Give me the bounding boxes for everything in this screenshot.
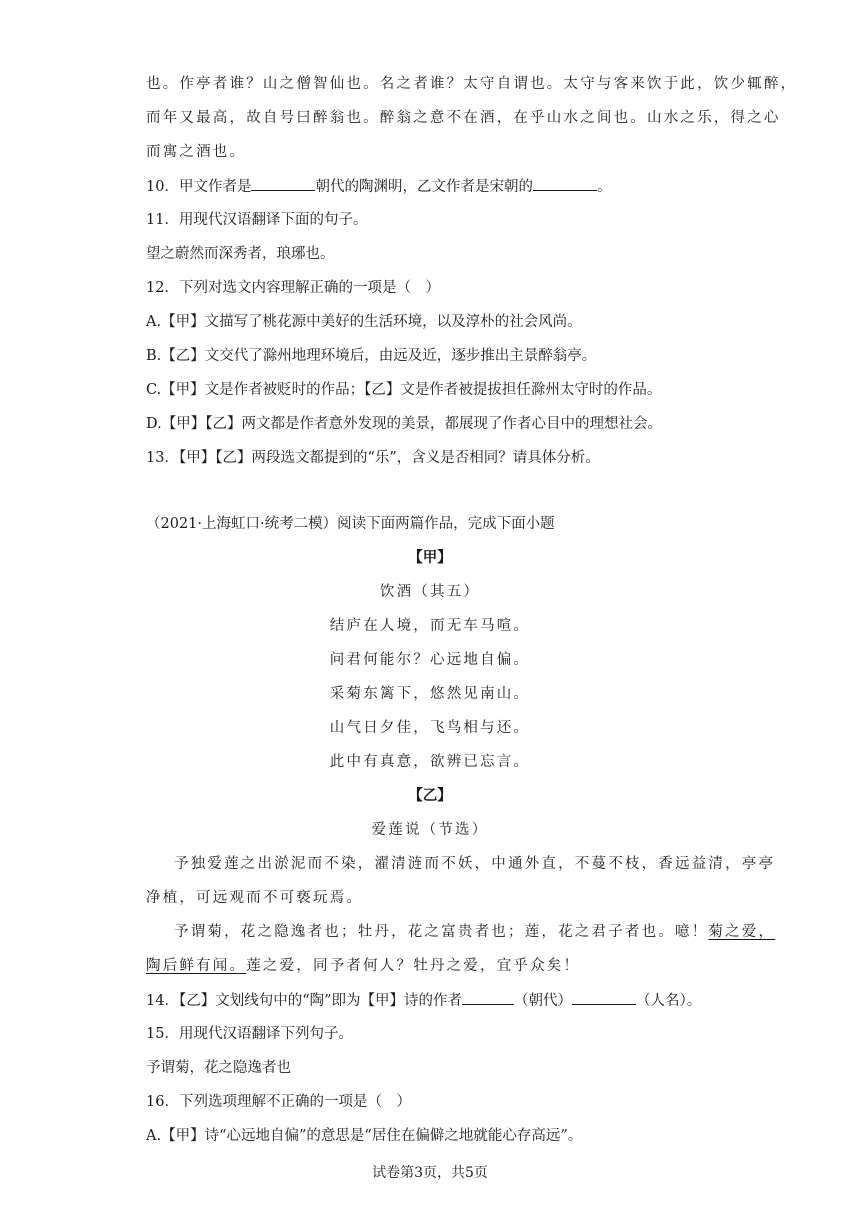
question-11-stem: 11．用现代汉语翻译下面的句子。: [146, 212, 368, 228]
question-11-sentence: 望之蔚然而深秀者，琅琊也。: [146, 246, 335, 262]
essay-p1-line1: 予独爱莲之出淤泥而不染，濯清涟而不妖，中通外直，不蔓不枝，香远益清，亭亭: [174, 856, 776, 872]
answer-blank[interactable]: [533, 176, 597, 191]
question-12-stem: 12．下列对选文内容理解正确的一项是（ ）: [146, 280, 440, 296]
answer-blank[interactable]: [462, 990, 514, 1005]
answer-blank[interactable]: [572, 990, 636, 1005]
passage-line: 而年又最高，故自号曰醉翁也。醉翁之意不在酒，在乎山水之间也。山水之乐，得之心: [146, 110, 781, 126]
passage-line: 也。作亭者谁？山之僧智仙也。名之者谁？太守自谓也。太守与客来饮于此，饮少辄醉，: [146, 76, 798, 92]
option-d: D.【甲】【乙】两文都是作者意外发现的美景，都展现了作者心目中的理想社会。: [146, 416, 662, 432]
page-footer: 试卷第3页，共5页: [372, 1165, 488, 1181]
jia-label: 【甲】: [408, 549, 452, 566]
question-14: 14．【乙】文划线句中的“陶”即为【甲】诗的作者 （朝代） （人名）。: [146, 990, 701, 1011]
essay-title: 爱莲说（节选）: [371, 822, 489, 838]
poem-line: 此中有真意，欲辨已忘言。: [329, 754, 531, 770]
option-a: A.【甲】诗“心远地自偏”的意思是“居住在偏僻之地就能心存高远”。: [146, 1128, 583, 1144]
question-10: 10．甲文作者是 朝代的陶渊明，乙文作者是宋朝的 。: [146, 176, 611, 197]
poem-title: 饮酒（其五）: [379, 584, 481, 600]
poem-line: 采菊东篱下，悠然见南山。: [329, 686, 531, 702]
essay-p1-line2: 净植，可远观而不可亵玩焉。: [146, 890, 364, 906]
option-a: A.【甲】文描写了桃花源中美好的生活环境，以及淳朴的社会风尚。: [146, 314, 582, 330]
option-b: B.【乙】文交代了滁州地理环境后，由远及近，逐步推出主景醉翁亭。: [146, 348, 597, 364]
essay-p2-line1: 予谓菊，花之隐逸者也；牡丹，花之富贵者也；莲，花之君子者也。噫！菊之爱，: [174, 924, 776, 940]
poem-line: 结庐在人境，而无车马喧。: [329, 618, 531, 634]
option-c: C.【甲】文是作者被贬时的作品；【乙】文是作者被提拔担任滁州太守时的作品。: [146, 382, 662, 398]
section-intro: （2021·上海虹口·统考二模）阅读下面两篇作品，完成下面小题: [146, 516, 555, 532]
question-15-sentence: 予谓菊，花之隐逸者也: [146, 1060, 291, 1076]
underlined-sentence: 陶后鲜有闻。: [146, 958, 247, 974]
question-13-stem: 13．【甲】【乙】两段选文都提到的“乐”，含义是否相同？请具体分析。: [146, 450, 600, 466]
poem-line: 山气日夕佳，飞鸟相与还。: [329, 720, 531, 736]
essay-p2-line2: 陶后鲜有闻。莲之爱，同予者何人？牡丹之爱，宜乎众矣！: [146, 958, 581, 974]
underlined-sentence: 菊之爱，: [708, 924, 776, 940]
question-15-stem: 15．用现代汉语翻译下列句子。: [146, 1026, 353, 1042]
passage-line: 而寓之酒也。: [146, 144, 247, 160]
question-16-stem: 16．下列选项理解不正确的一项是（ ）: [146, 1094, 411, 1110]
poem-line: 问君何能尔？心远地自偏。: [329, 652, 531, 668]
answer-blank[interactable]: [251, 176, 315, 191]
yi-label: 【乙】: [408, 787, 452, 804]
